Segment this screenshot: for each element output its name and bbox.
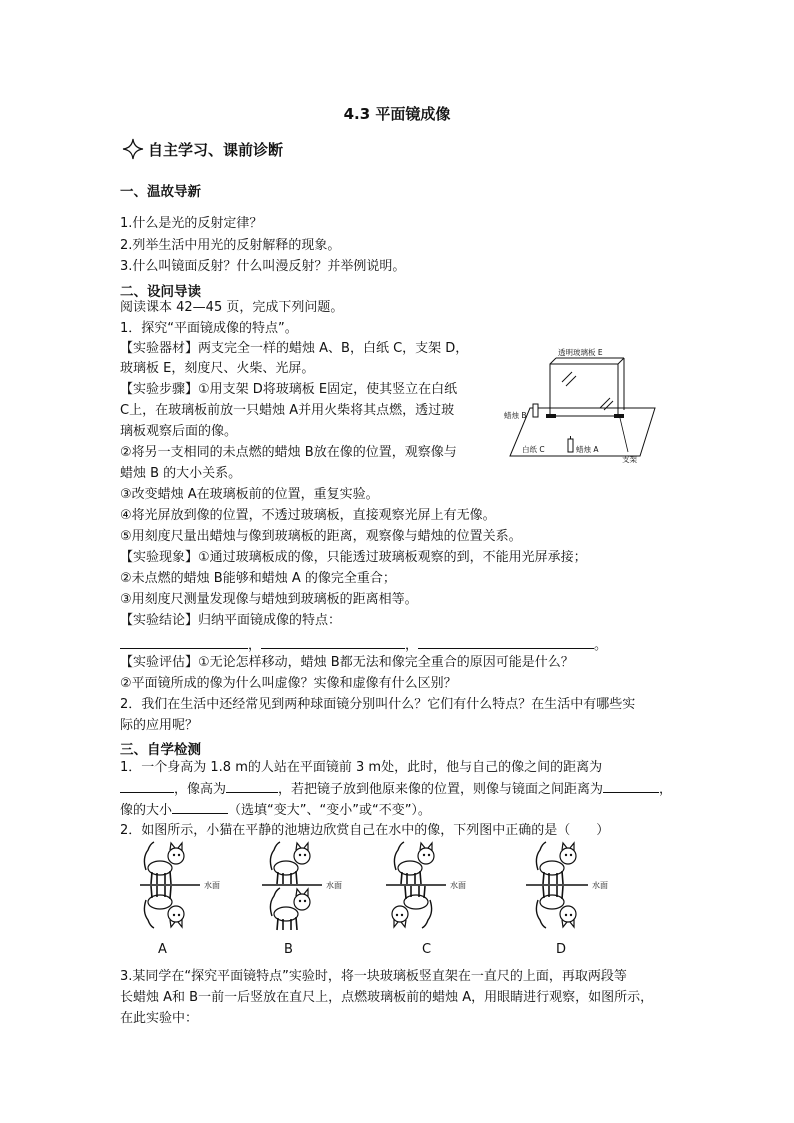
text-line: C上，在玻璃板前放一只蜡烛 A并用火柴将其点燃，透过玻 (120, 403, 455, 418)
candle-a-label: 蜡烛 A (576, 445, 599, 454)
q1-title: 1．探究“平面镜成像的特点”。 (120, 321, 298, 336)
page-title: 4.3 平面镜成像 (343, 105, 451, 123)
text: ，像高为 (174, 782, 227, 797)
option-a[interactable]: A (158, 942, 167, 957)
option-d[interactable]: D (556, 942, 567, 957)
text-line: ④将光屏放到像的位置，不透过玻璃板，直接观察光屏上有无像。 (120, 508, 496, 523)
text: ，若把镜子放到他原来像的位置，则像与镜面之间距离为 (278, 782, 604, 797)
water-label: 水面 (326, 881, 342, 890)
part1-item: 2.列举生活中用光的反射解释的现象。 (120, 238, 341, 253)
text-line: ②将另一支相同的未点燃的蜡烛 B放在像的位置，观察像与 (120, 445, 457, 460)
candle-b-label: 蜡烛 B (504, 411, 527, 420)
option-b[interactable]: B (284, 942, 293, 957)
text-line: 璃板观察后面的像。 (120, 424, 238, 439)
support-label: 支架 (622, 455, 637, 464)
conclusion-blanks: ， ， 。 (120, 634, 607, 653)
section-head-text: 自主学习、课前诊断 (148, 140, 284, 159)
p3-q2-line: 2．如图所示，小猫在平静的池塘边欣赏自己在水中的像，下列图中正确的是（ ） (120, 823, 610, 838)
text-line: 【实验现象】①通过玻璃板成的像，只能透过玻璃板观察的到，不能用光屏承接； (120, 550, 587, 565)
p3-q3-line: 长蜡烛 A和 B一前一后竖放在直尺上，点燃玻璃板前的蜡烛 A，用眼睛进行观察，如图所示， (120, 990, 654, 1005)
text-line: 【实验步骤】①用支架 D将玻璃板 E固定，使其竖立在白纸 (120, 382, 458, 397)
answer-blank[interactable] (120, 780, 174, 793)
text-line: ②未点燃的蜡烛 B能够和蜡烛 A 的像完全重合； (120, 571, 396, 586)
answer-blank[interactable] (172, 801, 228, 814)
answer-blank[interactable] (226, 780, 278, 793)
eval-line: 【实验评估】①无论怎样移动，蜡烛 B都无法和像完全重合的原因可能是什么？ (120, 655, 574, 670)
p3-q1-line3 (120, 801, 431, 820)
p3-q1-line2 (120, 780, 672, 799)
answer-blank[interactable] (418, 636, 594, 649)
water-label: 水面 (450, 881, 466, 890)
text-line: 【实验器材】两支完全一样的蜡烛 A、B，白纸 C，支架 D， (120, 341, 469, 356)
cat-figure-svg (140, 838, 660, 938)
paper-label: 白纸 C (522, 445, 545, 454)
part1-item: 3.什么叫镜面反射？什么叫漫反射？并举例说明。 (120, 259, 406, 274)
part1-item: 1.什么是光的反射定律？ (120, 216, 263, 231)
sparkle-icon (122, 138, 144, 160)
text: ， (659, 782, 673, 797)
section-head (122, 138, 283, 160)
p3-q1-line: 1．一个身高为 1.8 m的人站在平面镜前 3 m处，此时，他与自己的像之间的距离为 (120, 760, 603, 775)
text-line: 【实验结论】归纳平面镜成像的特点： (120, 613, 342, 628)
q2-line: 2．我们在生活中还经常见到两种球面镜分别叫什么？它们有什么特点？在生活中有哪些实 (120, 697, 636, 712)
text: （选填“变大”、“变小”或“不变”）。 (228, 803, 431, 818)
q2-line: 际的应用呢？ (120, 718, 199, 733)
text-line: 蜡烛 B 的大小关系。 (120, 466, 242, 481)
eval-line: ②平面镜所成的像为什么叫虚像？实像和虚像有什么区别？ (120, 676, 457, 691)
glass-plate-figure (500, 346, 670, 466)
option-c[interactable]: C (422, 942, 432, 957)
answer-blank[interactable] (261, 636, 405, 649)
glass-label: 透明玻璃板 E (558, 348, 603, 357)
answer-blank[interactable] (120, 636, 248, 649)
text-line: ③改变蜡烛 A在玻璃板前的位置，重复实验。 (120, 487, 379, 502)
part2-intro: 阅读课本 42—45 页，完成下列问题。 (120, 300, 344, 315)
part3-heading: 三、自学检测 (120, 742, 201, 758)
p3-q3-line: 在此实验中： (120, 1011, 199, 1026)
part1-heading: 一、温故导新 (120, 184, 201, 200)
water-label: 水面 (592, 881, 608, 890)
text-line: ③用刻度尺测量发现像与蜡烛到玻璃板的距离相等。 (120, 592, 418, 607)
p3-q3-line: 3.某同学在“探究平面镜特点”实验时，将一块玻璃板竖直架在一直尺的上面，再取两段等 (120, 969, 627, 984)
cat-options-figure (140, 838, 660, 963)
part2-heading: 二、设问导读 (120, 284, 201, 300)
text-line: ⑤用刻度尺量出蜡烛与像到玻璃板的距离，观察像与蜡烛的位置关系。 (120, 529, 522, 544)
answer-blank[interactable] (603, 780, 659, 793)
text: 像的大小 (120, 803, 173, 818)
text-line: 玻璃板 E，刻度尺、火柴、光屏。 (120, 361, 315, 376)
water-label: 水面 (204, 881, 220, 890)
